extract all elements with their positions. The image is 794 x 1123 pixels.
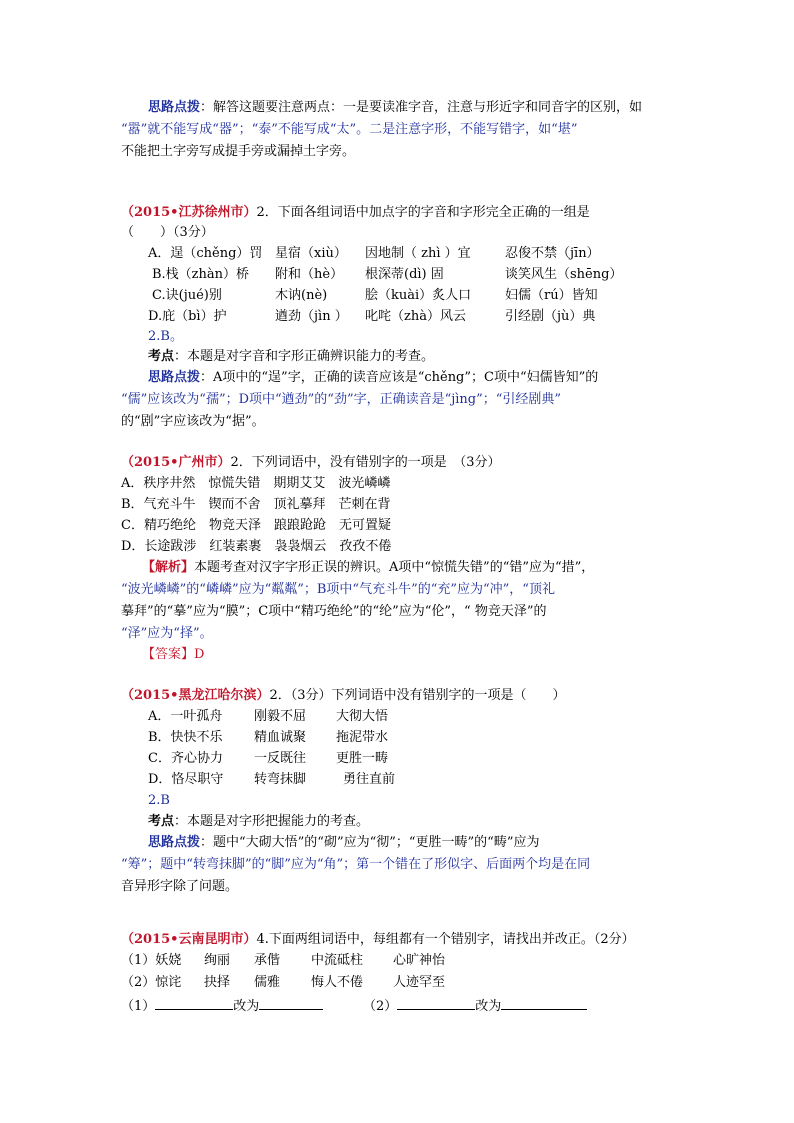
q4-blank-2a[interactable] bbox=[397, 995, 475, 1010]
q1-silu-2: “儒”应该改为“孺”；D项中“遒劲”的“劲”字，正确读音是“jìng”；“引经剧典” bbox=[121, 392, 562, 407]
q2-option-c: C．精巧绝纶 物竞天泽 踉踉跄跄 无可置疑 bbox=[121, 518, 391, 533]
q1-option-c-2: 木讷(nè) bbox=[275, 288, 328, 303]
q2-jiexi-2: “波光嶙嶙”的“嶙嶙”应为“粼粼”；B项中“气充斗牛”的“充”应为“冲”，“顶礼 bbox=[121, 582, 555, 597]
q1-option-d-3: 叱咤（zhà）风云 bbox=[365, 309, 466, 324]
q2-option-a: A．秩序井然 惊慌失错 期期艾艾 波光嶙嶙 bbox=[121, 476, 391, 491]
q3-option-b-3: 拖泥带水 bbox=[336, 730, 389, 745]
q3-option-d-1: D．恪尽职守 bbox=[148, 772, 224, 787]
q1-option-a-3: 因地制（ zhì ）宜 bbox=[365, 246, 471, 261]
intro-line-1: 思路点拨：解答这题要注意两点：一是要读准字音，注意与形近字和同音字的区别，如 bbox=[148, 100, 643, 115]
q4-row1-2: 绚丽 bbox=[204, 953, 231, 968]
q4-row2-2: 抉择 bbox=[204, 975, 231, 990]
q3-option-a-3: 大彻大悟 bbox=[336, 709, 389, 724]
q1-option-b-1: B.栈（zhàn）桥 bbox=[152, 267, 250, 282]
q4-row1-4: 中流砥柱 bbox=[311, 953, 364, 968]
q3-stem: （2015•黑龙江哈尔滨）2．（3分）下列词语中没有错别字的一项是（ ） bbox=[121, 688, 566, 703]
q4-fill-2: （2） 改为 bbox=[363, 995, 587, 1016]
q1-option-c-4: 妇儒（rú）皆知 bbox=[505, 288, 598, 303]
q1-option-b-3: 根深蒂(dì) 固 bbox=[365, 267, 444, 282]
intro-line-3: 不能把土字旁写成提手旁或漏掉土字旁。 bbox=[121, 144, 356, 159]
intro-line-2: “嚣”就不能写成“器”；“泰”不能写成“太”。二是注意字形，不能写错字，如“堪” bbox=[121, 122, 578, 137]
q2-jiexi-1: 【解析】本题考查对汉字字形正误的辨识。A项中“惊慌失错”的“错”应为“措”， bbox=[142, 560, 595, 575]
q1-option-a-1: A．逞（chěng）罚 bbox=[148, 246, 263, 261]
q3-option-a-1: A．一叶孤舟 bbox=[148, 709, 223, 724]
q4-stem: （2015•云南昆明市）4.下面两组词语中，每组都有一个错别字，请找出并改正。（2分） bbox=[121, 932, 635, 947]
q3-option-b-2: 精血诚聚 bbox=[254, 730, 307, 745]
q2-stem: （2015•广州市）2．下列词语中，没有错别字的一项是 （3分） bbox=[121, 455, 501, 470]
q1-answer: 2.B。 bbox=[148, 329, 183, 344]
q1-option-c-1: C.诀(jué)别 bbox=[152, 288, 222, 303]
q3-silu-2: “筹”；题中“转弯抹脚”的“脚”应为“角”；第一个错在了形似字、后面两个均是在同 bbox=[121, 857, 591, 872]
q1-option-d-4: 引经剧（jù）典 bbox=[505, 309, 596, 324]
q3-option-c-2: 一反既往 bbox=[254, 751, 307, 766]
q3-silu-1: 思路点拨：题中“大砌大悟”的“砌”应为“彻”；“更胜一畴”的“畴”应为 bbox=[148, 835, 540, 850]
q3-silu-3: 音异形字除了问题。 bbox=[121, 879, 239, 894]
q1-source: （2015•江苏徐州市） bbox=[121, 205, 257, 220]
intro-label: 思路点拨 bbox=[148, 100, 201, 115]
q3-kaodian: 考点：本题是对字形把握能力的考查。 bbox=[148, 814, 370, 829]
q2-option-b: B．气充斗牛 锲而不舍 顶礼摹拜 芒刺在背 bbox=[121, 497, 391, 512]
q1-kaodian: 考点：本题是对字音和字形正确辨识能力的考查。 bbox=[148, 349, 435, 364]
q4-blank-1b[interactable] bbox=[259, 995, 323, 1010]
q3-option-b-1: B．快快不乐 bbox=[148, 730, 223, 745]
q3-answer: 2.B bbox=[148, 793, 170, 808]
q3-option-c-3: 更胜一畴 bbox=[336, 751, 389, 766]
q1-option-b-4: 谈笑风生（shēng） bbox=[505, 267, 623, 282]
q2-jiexi-3: 摹拜”的“摹”应为“膜”；C项中“精巧绝纶”的“纶”应为“伦”，“ 物竞天泽”的 bbox=[121, 604, 547, 619]
q2-answer: 【答案】D bbox=[142, 647, 205, 662]
q4-blank-2b[interactable] bbox=[501, 995, 587, 1010]
q3-option-c-1: C．齐心协力 bbox=[148, 751, 223, 766]
q4-row1-1: （1）妖娆 bbox=[121, 953, 182, 968]
q4-source: （2015•云南昆明市） bbox=[121, 932, 257, 947]
q4-row1-5: 心旷神怡 bbox=[393, 953, 446, 968]
q4-row2-1: （2）惊诧 bbox=[121, 975, 182, 990]
q1-stem: （2015•江苏徐州市）2．下面各组词语中加点字的字音和字形完全正确的一组是 bbox=[121, 205, 590, 220]
q1-silu-1: 思路点拨：A项中的“逞”字，正确的读音应该是“chěng”；C项中“妇儒皆知”的 bbox=[148, 370, 599, 385]
q2-source: （2015•广州市） bbox=[121, 455, 231, 470]
q1-option-a-4: 忍俊不禁（jīn） bbox=[505, 246, 600, 261]
q2-option-d: D．长途跋涉 红装素裹 袅袅烟云 孜孜不倦 bbox=[121, 539, 392, 554]
q3-option-d-2: 转弯抹脚 bbox=[254, 772, 307, 787]
q1-option-d-1: D.庇（bì）护 bbox=[148, 309, 227, 324]
q3-option-d-3: 勇往直前 bbox=[343, 772, 396, 787]
q1-option-c-3: 脍（kuài）炙人口 bbox=[365, 288, 472, 303]
q4-row2-3: 儒雅 bbox=[254, 975, 281, 990]
q4-row1-3: 承偕 bbox=[254, 953, 281, 968]
q4-row2-4: 悔人不倦 bbox=[311, 975, 364, 990]
q1-stem-2: （ ）（3分） bbox=[121, 225, 214, 240]
q4-blank-1a[interactable] bbox=[155, 995, 233, 1010]
q2-jiexi-4: “泽”应为“择”。 bbox=[121, 626, 213, 641]
q4-fill-1: （1） 改为 bbox=[121, 995, 323, 1016]
q4-row2-5: 人迹罕至 bbox=[393, 975, 446, 990]
q1-silu-3: 的“剧”字应该改为“据”。 bbox=[121, 414, 265, 429]
q3-source: （2015•黑龙江哈尔滨） bbox=[121, 688, 270, 703]
q3-option-a-2: 刚毅不屈 bbox=[254, 709, 307, 724]
q1-option-a-2: 星宿（xiù） bbox=[275, 246, 347, 261]
q1-option-d-2: 遒劲（jìn ） bbox=[275, 309, 348, 324]
q1-option-b-2: 附和（hè） bbox=[275, 267, 344, 282]
